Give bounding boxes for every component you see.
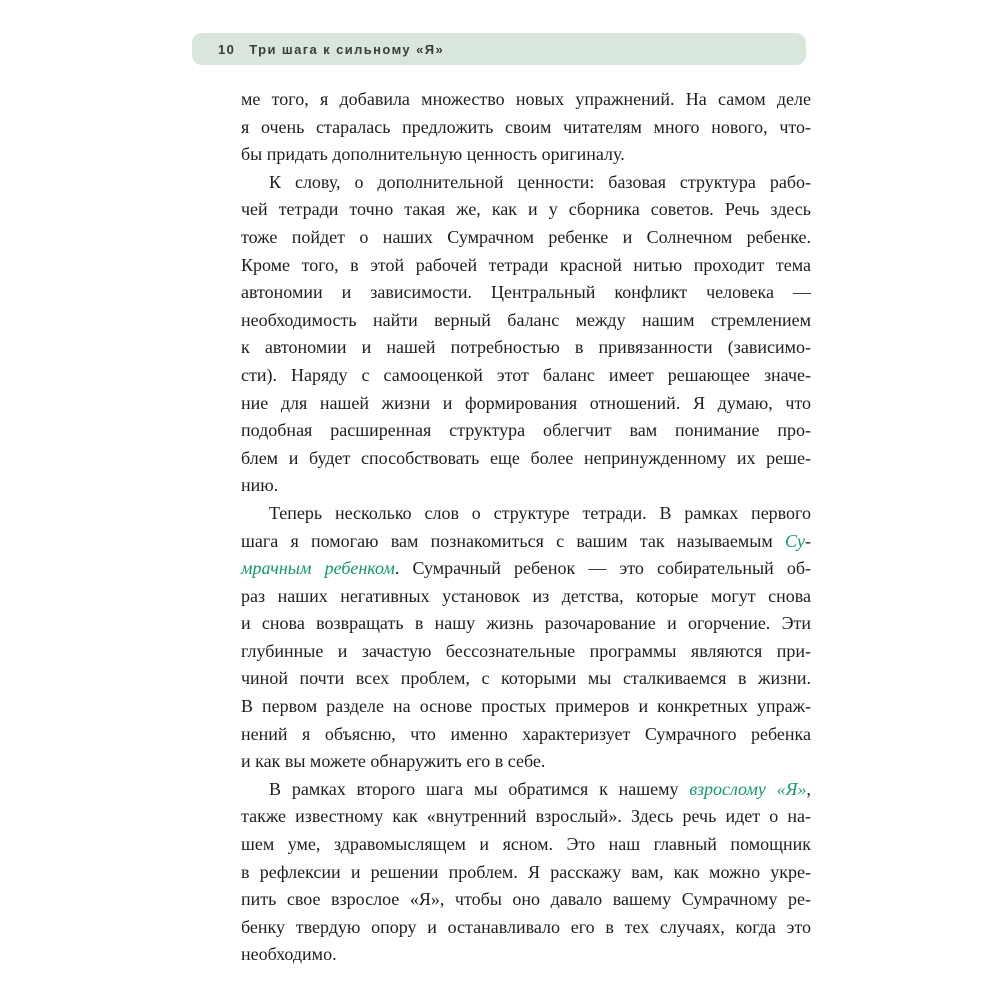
text-line bbox=[241, 941, 811, 969]
text-segment: чиной почти всех проблем, с которыми мы сталкиваемся в жизни. bbox=[241, 668, 811, 689]
text-segment: . Сумрачный ребенок — это собирательный об- bbox=[394, 558, 811, 579]
text-line bbox=[241, 528, 811, 556]
text-line bbox=[241, 886, 811, 914]
text-segment: ние для нашей жизни и формирования отношений. Я думаю, что bbox=[241, 392, 811, 413]
text-segment: к автономии и нашей потребностью в привязанности (зависимо- bbox=[241, 337, 811, 358]
text-line bbox=[241, 555, 811, 583]
text-line bbox=[241, 748, 811, 776]
text-line bbox=[241, 500, 811, 528]
text-segment: пить свое взрослое «Я», чтобы оно давало вашему Сумрачному ре- bbox=[241, 889, 811, 910]
text-line bbox=[241, 169, 811, 197]
text-line bbox=[241, 334, 811, 362]
text-line bbox=[241, 803, 811, 831]
text-segment: блем и будет способствовать еще более непринужденному их реше- bbox=[241, 447, 811, 468]
text-segment: , bbox=[806, 778, 811, 799]
highlight-term: взрослому «Я» bbox=[689, 778, 807, 799]
text-segment: Теперь несколько слов о структуре тетради. В рамках первого bbox=[269, 502, 811, 523]
text-segment: в рефлексии и решении проблем. Я расскажу вам, как можно укре- bbox=[241, 861, 811, 882]
text-segment: В первом разделе на основе простых примеров и конкретных упраж- bbox=[241, 696, 811, 717]
text-segment: нию. bbox=[241, 475, 279, 496]
page-header bbox=[192, 33, 806, 65]
text-segment: автономии и зависимости. Центральный конфликт человека — bbox=[241, 282, 811, 303]
text-line bbox=[241, 362, 811, 390]
text-line bbox=[241, 390, 811, 418]
text-segment: В рамках второго шага мы обратимся к нашему bbox=[269, 778, 690, 799]
text-line bbox=[241, 196, 811, 224]
text-segment: - bbox=[805, 530, 811, 551]
text-line bbox=[241, 141, 811, 169]
text-line bbox=[241, 114, 811, 142]
text-segment: чей тетради точно такая же, как и у сборника советов. Речь здесь bbox=[241, 199, 811, 220]
text-line bbox=[241, 445, 811, 473]
text-segment: тоже пойдет о наших Сумрачном ребенке и Солнечном ребенке. bbox=[241, 226, 811, 247]
text-segment: раз наших негативных установок из детства, которые могут снова bbox=[241, 585, 811, 606]
text-line bbox=[241, 610, 811, 638]
text-segment: также известному как «внутренний взрослый». Здесь речь идет о на- bbox=[241, 806, 811, 827]
text-segment: шага я помогаю вам познакомиться с вашим так называемым bbox=[241, 530, 785, 551]
highlight-term: Су bbox=[785, 530, 805, 551]
text-line bbox=[241, 224, 811, 252]
text-line bbox=[241, 721, 811, 749]
text-segment: сти). Наряду с самооценкой этот баланс имеет решающее значе- bbox=[241, 364, 811, 385]
text-segment: К слову, о дополнительной ценности: базовая структура рабо- bbox=[269, 171, 811, 192]
text-segment: глубинные и зачастую бессознательные программы являются при- bbox=[241, 640, 811, 661]
text-line bbox=[241, 693, 811, 721]
text-line bbox=[241, 776, 811, 804]
text-line bbox=[241, 583, 811, 611]
text-line bbox=[241, 86, 811, 114]
text-line bbox=[241, 279, 811, 307]
text-line bbox=[241, 417, 811, 445]
running-title: Три шага к сильному «Я» bbox=[249, 41, 445, 57]
page-number: 10 bbox=[218, 41, 236, 57]
text-line bbox=[241, 307, 811, 335]
text-segment: Кроме того, в этой рабочей тетради красной нитью проходит тема bbox=[241, 254, 811, 275]
text-segment: необходимо. bbox=[241, 944, 337, 965]
text-segment: и как вы можете обнаружить его в себе. bbox=[241, 751, 546, 772]
text-segment: бенку твердую опору и останавливало его в тех случаях, когда это bbox=[241, 916, 811, 937]
text-segment: необходимость найти верный баланс между нашим стремлением bbox=[241, 309, 811, 330]
text-segment: шем уме, здравомыслящем и ясном. Это наш главный помощник bbox=[241, 834, 811, 855]
text-segment: ме того, я добавила множество новых упражнений. На самом деле bbox=[241, 89, 811, 109]
text-line bbox=[241, 914, 811, 942]
text-segment: я очень старалась предложить своим читателям много нового, что- bbox=[241, 116, 811, 137]
text-line bbox=[241, 638, 811, 666]
text-segment: нений я объясню, что именно характеризует Сумрачного ребенка bbox=[241, 723, 811, 744]
text-line bbox=[241, 665, 811, 693]
text-line bbox=[241, 252, 811, 280]
text-segment: бы придать дополнительную ценность оригиналу. bbox=[241, 144, 625, 165]
highlight-term: мрачным ребенком bbox=[241, 558, 395, 579]
text-segment: подобная расширенная структура облегчит вам понимание про- bbox=[241, 420, 811, 441]
text-segment: и снова возвращать в нашу жизнь разочарование и огорчение. Эти bbox=[241, 613, 811, 634]
text-line bbox=[241, 472, 811, 500]
text-line bbox=[241, 831, 811, 859]
text-line bbox=[241, 859, 811, 887]
page-text bbox=[241, 86, 811, 969]
